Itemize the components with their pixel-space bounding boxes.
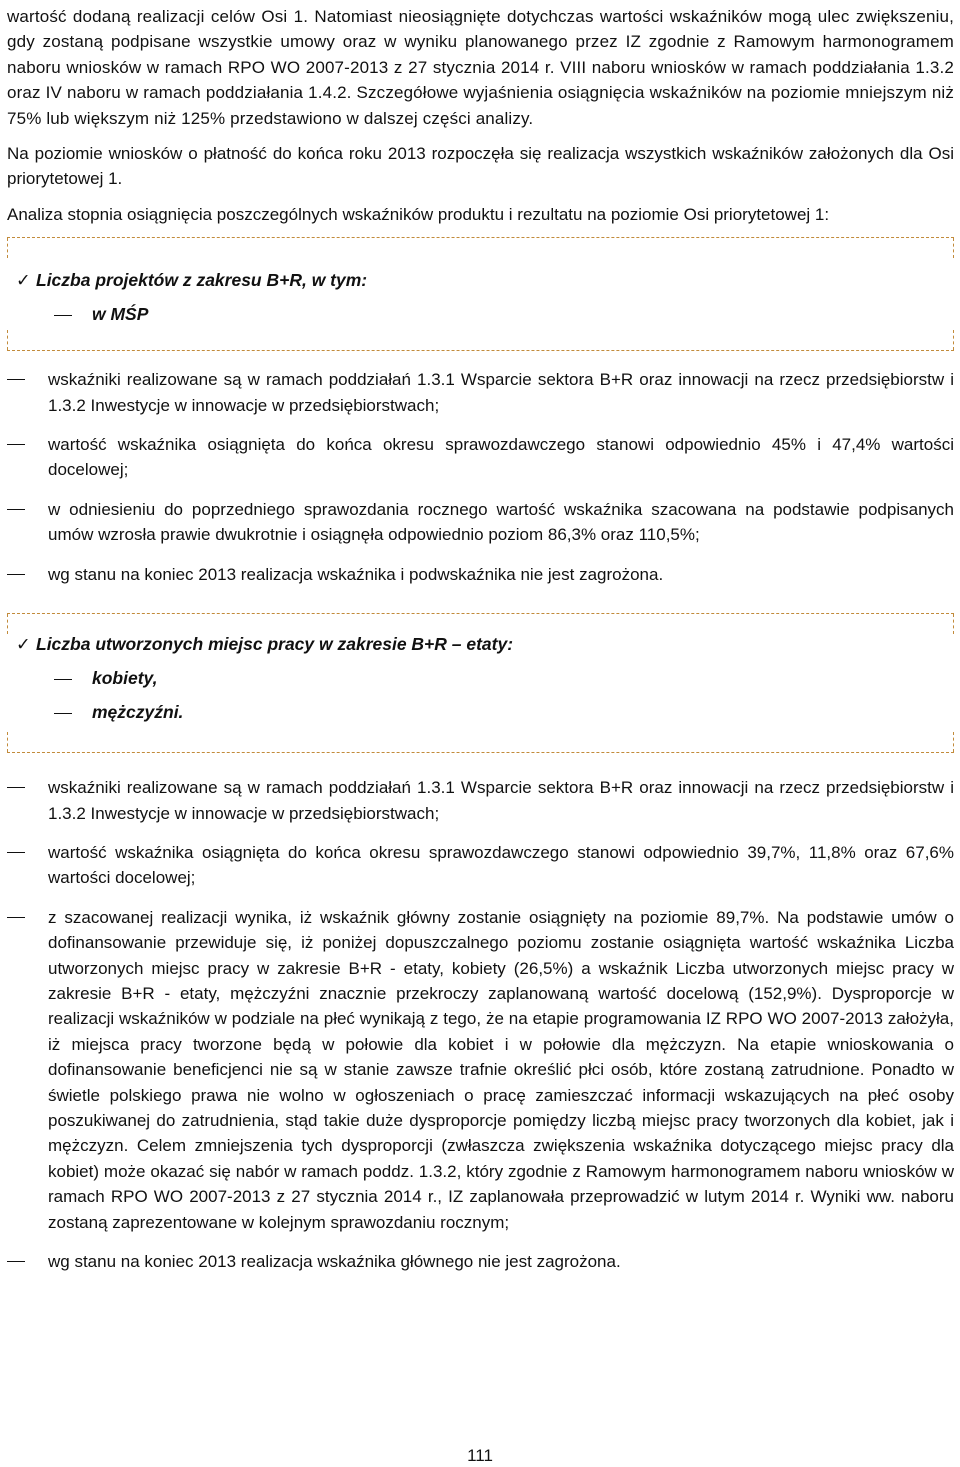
list-item: w odniesieniu do poprzedniego sprawozdania rocznego wartość wskaźnika szacowana na podstawie podpisanych umów wzrosła prawie dwukrotnie i osiągnęła odpowiednio poziom 86,3% oraz 110,5%; bbox=[7, 497, 954, 548]
bullet-list-2 bbox=[7, 775, 954, 1274]
indicator-sub-2b bbox=[54, 700, 183, 724]
list-item: wg stanu na koniec 2013 realizacja wskaźnika i podwskaźnika nie jest zagrożona. bbox=[7, 562, 954, 587]
list-item: wskaźniki realizowane są w ramach poddziałań 1.3.1 Wsparcie sektora B+R oraz innowacji na rzecz przedsiębiorstw i 1.3.2 Inwestycje w innowacje w przedsiębiorstwach; bbox=[7, 775, 954, 826]
dash-icon bbox=[54, 315, 72, 316]
bullet-list-1 bbox=[7, 367, 954, 587]
dash-icon bbox=[7, 787, 25, 788]
indicator-sub-2a bbox=[54, 666, 157, 690]
intro-paragraph-1: wartość dodaną realizacji celów Osi 1. Natomiast nieosiągnięte dotychczas wartości wskaźników mogą ulec zwiększeniu, gdy zostaną podpisane wszystkie umowy oraz w wyniku planowanego przez IZ zgodnie z Ramowym harmonogramem naboru wniosków w ramach RPO WO 2007-2013 z 27 stycznia 2014 r. VIII naboru wniosków w ramach poddziałania 1.3.2 oraz IV naboru w ramach poddziałania 1.4.2. Szczegółowe wyjaśnienia osiągnięcia wskaźników na poziomie mniejszym niż 75% lub większym niż 125% przedstawiono w dalszej części analizy. bbox=[7, 7, 954, 128]
list-item: wg stanu na koniec 2013 realizacja wskaźnika głównego nie jest zagrożona. bbox=[7, 1249, 954, 1274]
checkmark-icon: ✓ bbox=[16, 634, 31, 655]
indicator-title-2-text: Liczba utworzonych miejsc pracy w zakresie B+R – etaty: bbox=[36, 634, 514, 655]
list-item: z szacowanej realizacji wynika, iż wskaźnik główny zostanie osiągnięty na poziomie 89,7%. Na podstawie umów o dofinansowanie przewiduje się, iż poniżej dopuszczalnego poziomu zostanie osiągnięta wartość wskaźnika Liczba utworzonych miejsc pracy w zakresie B+R - etaty, kobiety (26,5%) a wskaźnik Liczba utworzonych miejsc pracy w zakresie B+R - etaty, mężczyźni znacznie przekroczy zaplanowaną wartość docelową (152,9%). Dysproporcje w realizacji wskaźników w podziale na płeć wynikają z tego, że na etapie programowania IZ RPO WO 2007-2013 założyła, iż miejsca pracy tworzone będą w połowie dla kobiet i w połowie dla mężczyzn. Na etapie wnioskowania o dofinansowanie beneficjenci nie są w stanie zawsze trafnie określić płci osób, które zostaną zatrudnione. Ponadto w świetle polskiego prawa nie wolno w ogłoszeniach o pracę zamieszczać informacji wskazujących na płeć osoby poszukiwanej do zatrudnienia, stąd takie duże dysproporcje pomiędzy liczbą miejsc pracy tworzonych dla kobiet, jak i mężczyzn. Celem zmniejszenia tych dysproporcji (zwłaszcza zwiększenia wskaźnika dotyczącego miejsc pracy dla kobiet) może okazać się nabór w ramach poddz. 1.3.2, który zgodnie z Ramowym harmonogramem naboru wniosków w ramach RPO WO 2007-2013 z 27 stycznia 2014 r., IZ zaplanowała przeprowadzić w lutym 2014 r. Wyniki ww. naboru zostaną zaprezentowane w kolejnym sprawozdaniu rocznym; bbox=[7, 905, 954, 1235]
indicator-box-2 bbox=[7, 613, 954, 753]
dash-icon bbox=[7, 917, 25, 918]
checkmark-icon: ✓ bbox=[16, 270, 31, 291]
intro-paragraph-3: Analiza stopnia osiągnięcia poszczególnych wskaźników produktu i rezultatu na poziomie Osi priorytetowej 1: bbox=[7, 204, 830, 224]
dash-icon bbox=[54, 679, 72, 680]
dash-icon bbox=[54, 713, 72, 714]
page-number: 111 bbox=[467, 1446, 493, 1465]
list-item: wskaźniki realizowane są w ramach poddziałań 1.3.1 Wsparcie sektora B+R oraz innowacji na rzecz przedsiębiorstw i 1.3.2 Inwestycje w innowacje w przedsiębiorstwach; bbox=[7, 367, 954, 418]
intro-paragraph-2: Na poziomie wniosków o płatność do końca roku 2013 rozpoczęła się realizacja wszystkich wskaźników założonych dla Osi priorytetowej 1. bbox=[7, 144, 954, 189]
dash-icon bbox=[7, 574, 25, 575]
indicator-sub-2b-text: mężczyźni. bbox=[92, 702, 184, 723]
indicator-sub-1 bbox=[54, 302, 148, 326]
dash-icon bbox=[7, 379, 25, 380]
intro-section bbox=[7, 4, 954, 227]
dash-icon bbox=[7, 1261, 25, 1262]
list-item: wartość wskaźnika osiągnięta do końca okresu sprawozdawczego stanowi odpowiednio 39,7%, 11,8% oraz 67,6% wartości docelowej; bbox=[7, 840, 954, 891]
indicator-title-2 bbox=[16, 632, 513, 656]
dash-icon bbox=[7, 509, 25, 510]
dash-icon bbox=[7, 852, 25, 853]
document-page bbox=[7, 4, 954, 1459]
indicator-title-1-text: Liczba projektów z zakresu B+R, w tym: bbox=[36, 270, 368, 291]
indicator-sub-2a-text: kobiety, bbox=[92, 668, 158, 689]
dash-icon bbox=[7, 444, 25, 445]
list-item: wartość wskaźnika osiągnięta do końca okresu sprawozdawczego stanowi odpowiednio 45% i 47,4% wartości docelowej; bbox=[7, 432, 954, 483]
indicator-title-1 bbox=[16, 268, 367, 292]
indicator-sub-1-text: w MŚP bbox=[92, 304, 149, 325]
indicator-box-1 bbox=[7, 237, 954, 351]
